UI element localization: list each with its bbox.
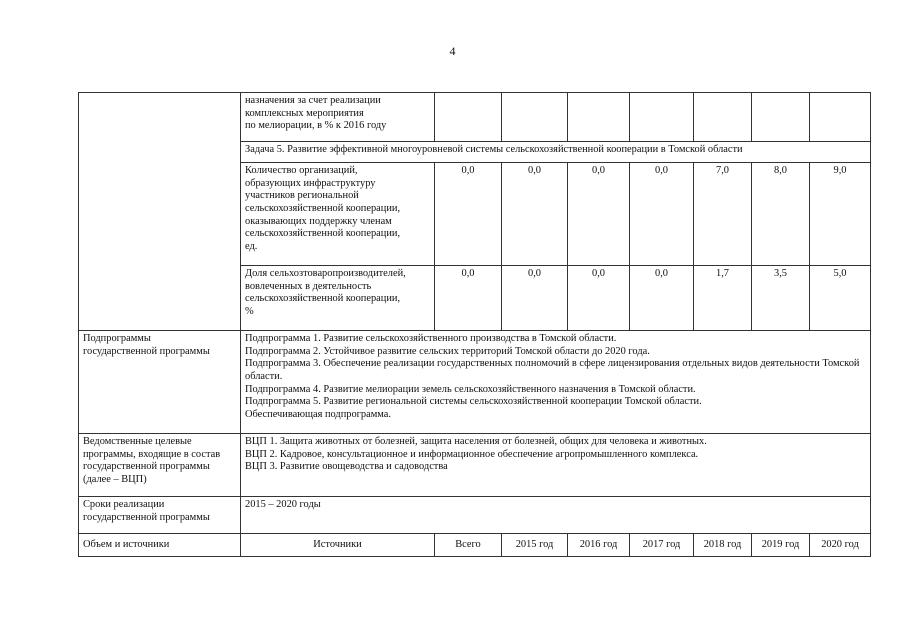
header-sources: Источники	[241, 534, 435, 557]
header-2017: 2017 год	[630, 534, 694, 557]
value-cell	[752, 93, 810, 142]
list-item: Подпрограмма 1. Развитие сельскохозяйственного производства в Томской области.	[245, 333, 617, 344]
value-cell	[568, 93, 630, 142]
terms-value: 2015 – 2020 годы	[241, 497, 871, 534]
table-row	[79, 331, 871, 434]
empty-label-cell	[79, 93, 241, 331]
list-item: Подпрограмма 2. Устойчивое развитие сельских территорий Томской области до 2020 года.	[245, 345, 650, 357]
value-cell: 9,0	[810, 163, 871, 266]
value-cell: 0,0	[435, 163, 502, 266]
header-2020: 2020 год	[810, 534, 871, 557]
table-row	[79, 497, 871, 534]
subprograms-list	[241, 331, 871, 434]
terms-label: Сроки реализации государственной программы	[79, 497, 241, 534]
value-cell: 0,0	[502, 266, 568, 331]
list-item: ВЦП 2. Кадровое, консультационное и информационное обеспечение агропромышленного комплекса.	[245, 448, 699, 460]
value-cell: 5,0	[810, 266, 871, 331]
value-cell: 0,0	[568, 266, 630, 331]
value-cell	[502, 93, 568, 142]
value-cell: 1,7	[694, 266, 752, 331]
header-2016: 2016 год	[568, 534, 630, 557]
list-item: Подпрограмма 5. Развитие региональной системы сельскохозяйственной кооперации Томской области.	[245, 396, 702, 408]
table-row	[79, 534, 871, 557]
value-cell	[435, 93, 502, 142]
indicator-cell: Количество организаций, образующих инфраструктуру участников региональной сельскохозяйственной кооперации, оказывающих поддержку членам сельскохозяйственной кооперации, ед.	[241, 163, 435, 266]
value-cell: 0,0	[502, 163, 568, 266]
subprograms-label: Подпрограммы государственной программы	[79, 331, 241, 434]
passport-table	[78, 92, 871, 557]
list-item: Обеспечивающая подпрограмма.	[245, 409, 392, 421]
value-cell	[630, 93, 694, 142]
indicator-cell: назначения за счет реализации комплексных мероприятия по мелиорации, в % к 2016 году	[241, 93, 435, 142]
header-2015: 2015 год	[502, 534, 568, 557]
vcp-list	[241, 434, 871, 497]
value-cell: 7,0	[694, 163, 752, 266]
list-item: Подпрограмма 4. Развитие мелиорации земель сельскохозяйственного назначения в Томской области.	[245, 383, 696, 395]
value-cell: 0,0	[630, 163, 694, 266]
value-cell	[810, 93, 871, 142]
value-cell: 0,0	[568, 163, 630, 266]
table-row	[79, 434, 871, 497]
value-cell: 3,5	[752, 266, 810, 331]
header-2018: 2018 год	[694, 534, 752, 557]
list-item: ВЦП 1. Защита животных от болезней, защита населения от болезней, общих для человека и животных.	[245, 436, 707, 447]
value-cell	[694, 93, 752, 142]
header-total: Всего	[435, 534, 502, 557]
page-number: 4	[449, 44, 456, 58]
value-cell: 8,0	[752, 163, 810, 266]
list-item: Подпрограмма 3. Обеспечение реализации государственных полномочий в сфере лицензирования отдельных видов деятельности Томской области.	[245, 358, 860, 383]
vcp-label: Ведомственные целевые программы, входящие в состав государственной программы (далее – ВЦП)	[79, 434, 241, 497]
table-row	[79, 93, 871, 142]
funding-label: Объем и источники	[79, 534, 241, 557]
task-5-cell: Задача 5. Развитие эффективной многоуровневой системы сельскохозяйственной кооперации в Томской области	[241, 142, 871, 163]
indicator-cell: Доля сельхозтоваропроизводителей, вовлеченных в деятельность сельскохозяйственной кооперации, %	[241, 266, 435, 331]
header-2019: 2019 год	[752, 534, 810, 557]
list-item: ВЦП 3. Развитие овощеводства и садоводства	[245, 461, 448, 473]
value-cell: 0,0	[435, 266, 502, 331]
value-cell: 0,0	[630, 266, 694, 331]
